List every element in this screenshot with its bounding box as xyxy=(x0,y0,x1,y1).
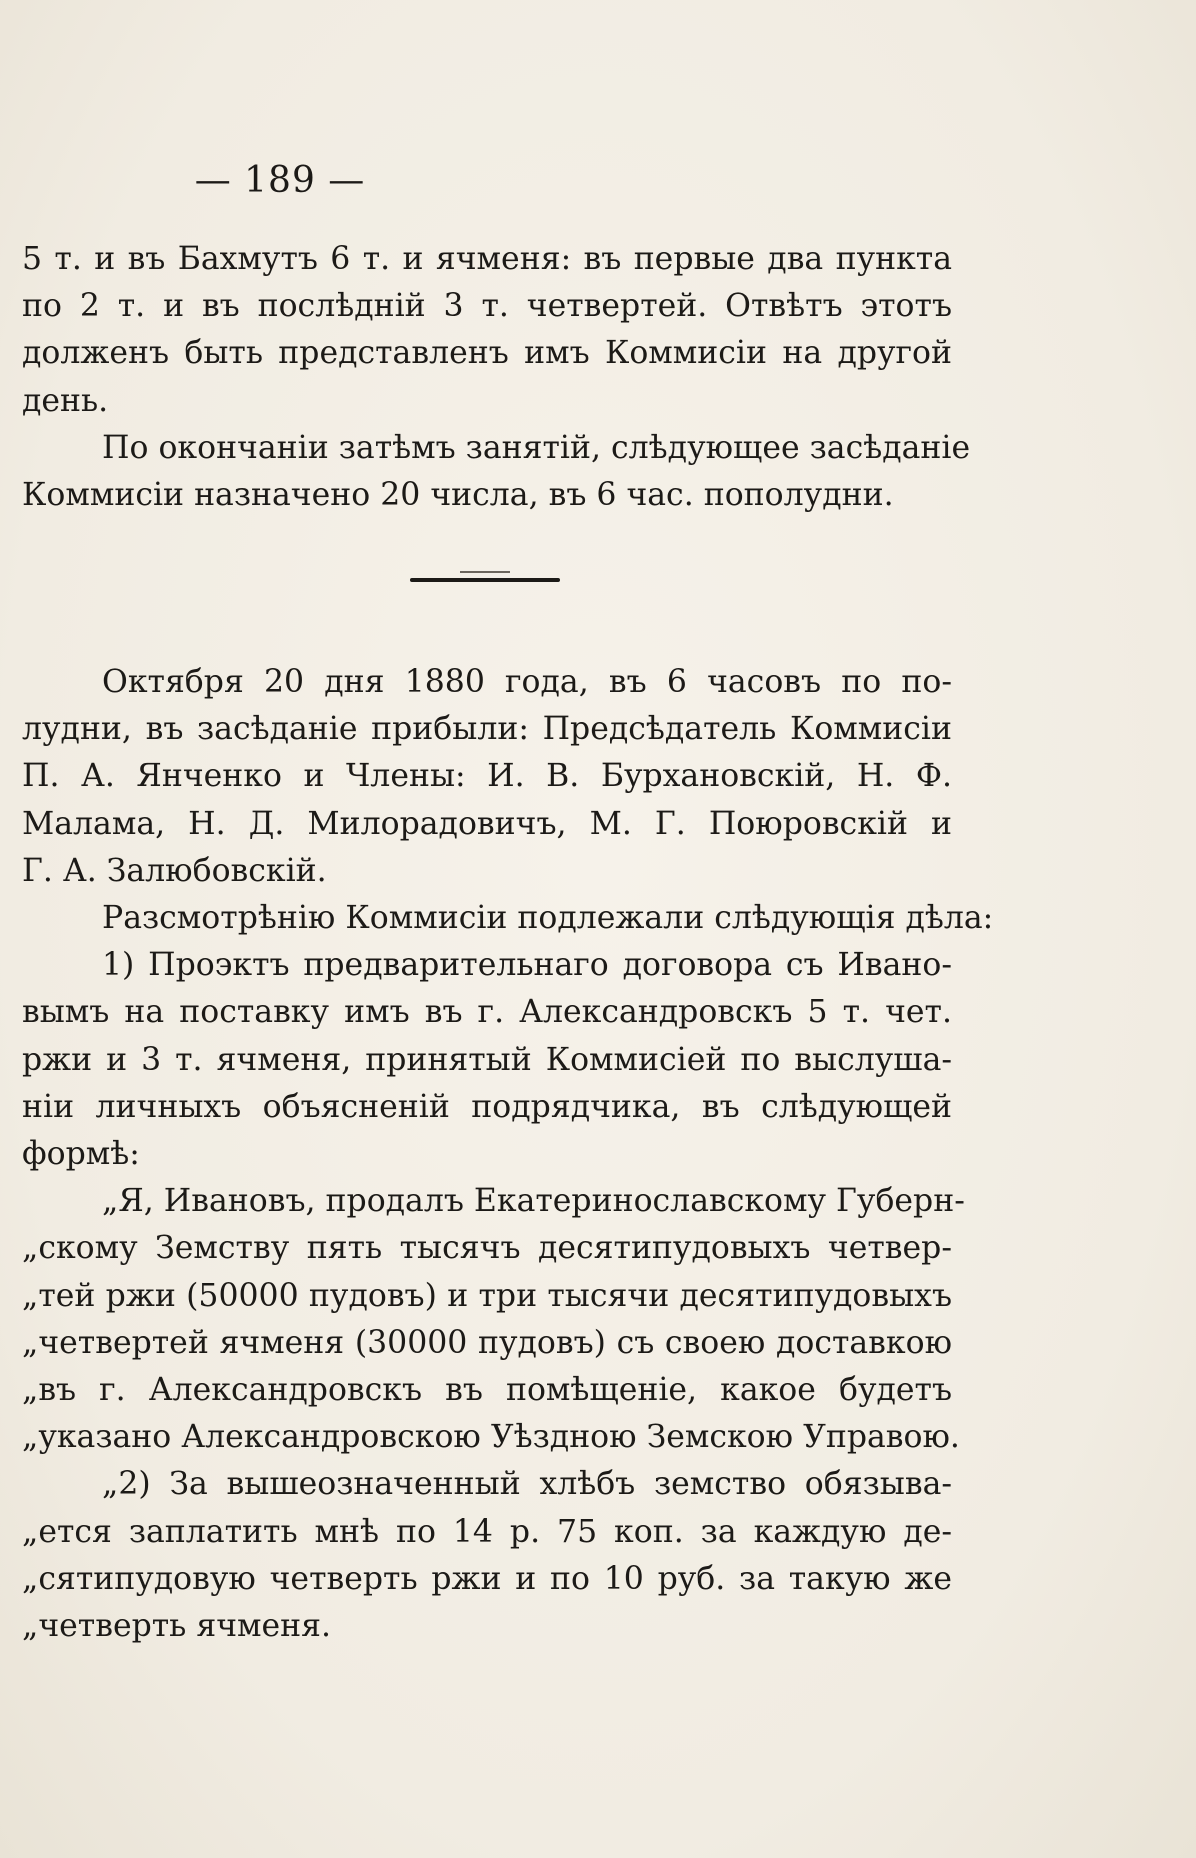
text-line: „скому Земству пять тысячъ десятипудовыхъ четвер- xyxy=(22,1230,952,1267)
text-line: „сятипудовую четверть ржи и по 10 руб. за такую же xyxy=(22,1560,952,1597)
text-line: формѣ: xyxy=(22,1136,140,1173)
text-line: „указано Александровскою Уѣздною Земскою Управою. xyxy=(22,1419,960,1456)
text-line: по 2 т. и въ послѣдній 3 т. четвертей. Отвѣтъ этотъ xyxy=(22,288,952,325)
page-number: — 189 — xyxy=(194,160,366,201)
text-line: 1) Проэктъ предварительнаго договора съ Ивано- xyxy=(102,947,952,984)
text-block-previous-session xyxy=(22,236,971,519)
text-line: „ется заплатить мнѣ по 14 р. 75 коп. за каждую де- xyxy=(22,1513,952,1550)
text-line: день. xyxy=(22,382,109,419)
text-line: долженъ быть представленъ имъ Коммисіи на другой xyxy=(22,335,952,372)
text-line: Разсмотрѣнію Коммисіи подлежали слѣдующія дѣла: xyxy=(102,900,994,937)
text-line: „тей ржи (50000 пудовъ) и три тысячи десятипудовыхъ xyxy=(22,1277,952,1314)
text-line: 5 т. и въ Бахмутъ 6 т. и ячменя: въ первые два пункта xyxy=(22,241,952,277)
text-line: Г. А. Залюбовскій. xyxy=(22,852,327,889)
text-line: лудни, въ засѣданіе прибыли: Предсѣдатель Коммисіи xyxy=(22,711,952,748)
text-line: Октября 20 дня 1880 года, въ 6 часовъ по по- xyxy=(102,664,952,700)
section-separator xyxy=(410,578,560,582)
text-line: ржи и 3 т. ячменя, принятый Коммисіей по выслуша- xyxy=(22,1041,952,1078)
text-line: „Я, Ивановъ, продалъ Екатеринославскому Губерн- xyxy=(102,1183,965,1220)
text-line: „въ г. Александровскъ въ помѣщеніе, какое будетъ xyxy=(22,1372,952,1409)
text-line: П. А. Янченко и Члены: И. В. Бурхановскій, Н. Ф. xyxy=(22,758,952,795)
text-block-session-oct-20 xyxy=(22,659,994,1650)
text-line: „четверть ячменя. xyxy=(22,1608,332,1645)
text-line: „2) За вышеозначенный хлѣбъ земство обязыва- xyxy=(102,1466,952,1503)
text-line: Малама, Н. Д. Милорадовичъ, М. Г. Поюровскій и xyxy=(22,805,952,842)
text-line: По окончаніи затѣмъ занятій, слѣдующее засѣданіе xyxy=(102,429,971,466)
text-line: вымъ на поставку имъ въ г. Александровскъ 5 т. чет. xyxy=(22,994,952,1031)
text-line: „четвертей ячменя (30000 пудовъ) съ своею доставкою xyxy=(22,1324,952,1361)
text-line: Коммисіи назначено 20 числа, въ 6 час. пополудни. xyxy=(22,477,894,514)
text-line: ніи личныхъ объясненій подрядчика, въ слѣдующей xyxy=(22,1088,952,1125)
